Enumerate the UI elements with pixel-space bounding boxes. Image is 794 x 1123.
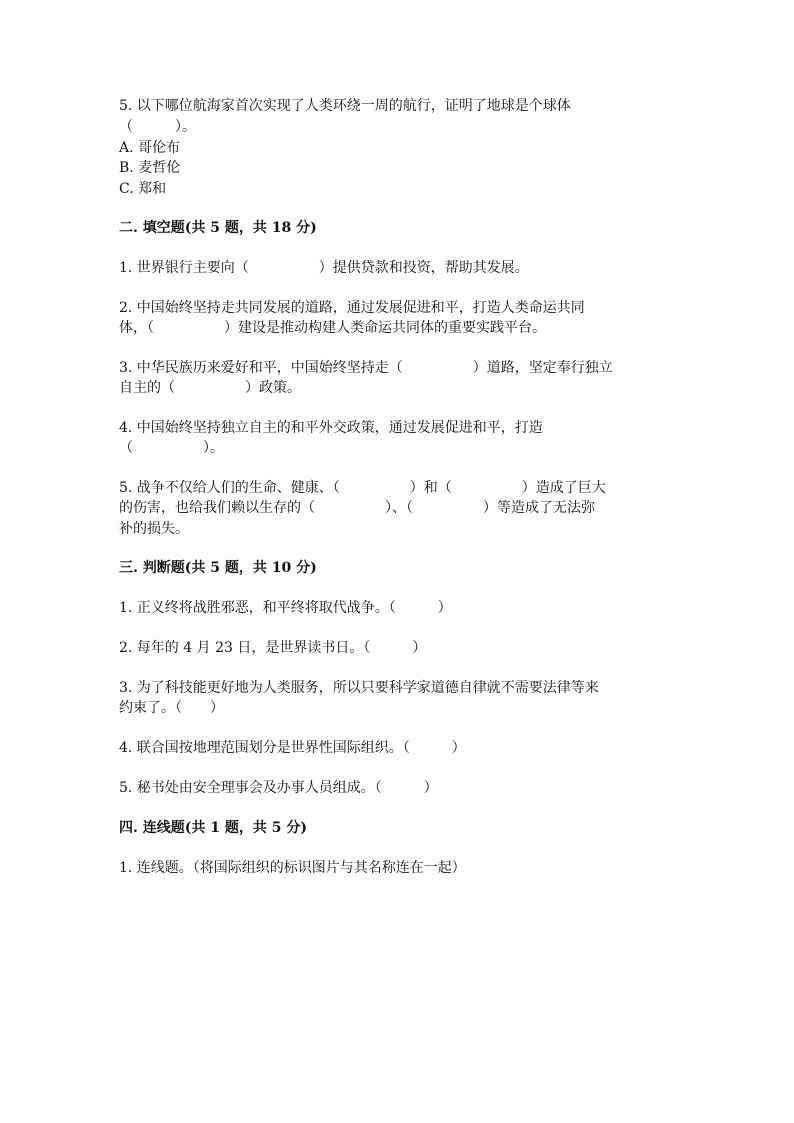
tf-question-1: 1. 正义终将战胜邪恶，和平终将取代战争。（ ） xyxy=(119,600,452,616)
section-heading-true-false: 三. 判断题(共 5 题，共 10 分) xyxy=(119,560,317,576)
choice-option-c: C. 郑和 xyxy=(119,181,167,197)
fill-question-5-line-1: 5. 战争不仅给人们的生命、健康、（ ）和（ ）造成了巨大 xyxy=(119,480,606,496)
fill-question-3-line-1: 3. 中华民族历来爱好和平，中国始终坚持走（ ）道路，坚定奉行独立 xyxy=(119,360,613,376)
choice-option-a: A. 哥伦布 xyxy=(119,140,181,156)
fill-question-5-line-2: 的伤害，也给我们赖以生存的（ ）、（ ）等造成了无法弥 xyxy=(119,500,595,516)
section-heading-fill-in: 二. 填空题(共 5 题，共 18 分) xyxy=(119,220,317,236)
choice-question-5-line-1: 5. 以下哪位航海家首次实现了人类环绕一周的航行，证明了地球是个球体 xyxy=(119,98,571,114)
fill-question-2-line-1: 2. 中国始终坚持走共同发展的道路，通过发展促进和平，打造人类命运共同 xyxy=(119,300,585,316)
tf-question-3-line-2: 约束了。（ ） xyxy=(119,700,224,716)
fill-question-4-line-2: （ ）。 xyxy=(119,440,224,456)
fill-question-3-line-2: 自主的（ ）政策。 xyxy=(119,380,301,396)
fill-question-2-line-2: 体，（ ）建设是推动构建人类命运共同体的重要实践平台。 xyxy=(119,320,546,336)
tf-question-4: 4. 联合国按地理范围划分是世界性国际组织。（ ） xyxy=(119,740,466,756)
choice-option-b: B. 麦哲伦 xyxy=(119,160,181,176)
tf-question-3-line-1: 3. 为了科技能更好地为人类服务，所以只要科学家道德自律就不需要法律等来 xyxy=(119,680,599,696)
tf-question-5: 5. 秘书处由安全理事会及办事人员组成。（ ） xyxy=(119,780,438,796)
tf-question-2: 2. 每年的 4 月 23 日，是世界读书日。（ ） xyxy=(119,640,427,656)
fill-question-1: 1. 世界银行主要向（ ）提供贷款和投资，帮助其发展。 xyxy=(119,260,529,276)
fill-question-5-line-3: 补的损失。 xyxy=(119,521,189,537)
choice-question-5-line-2: （ ）。 xyxy=(119,119,196,135)
section-heading-matching: 四. 连线题(共 1 题，共 5 分) xyxy=(119,820,307,836)
fill-question-4-line-1: 4. 中国始终坚持独立自主的和平外交政策，通过发展促进和平，打造 xyxy=(119,420,543,436)
matching-question-1: 1. 连线题。（将国际组织的标识图片与其名称连在一起） xyxy=(119,860,466,876)
